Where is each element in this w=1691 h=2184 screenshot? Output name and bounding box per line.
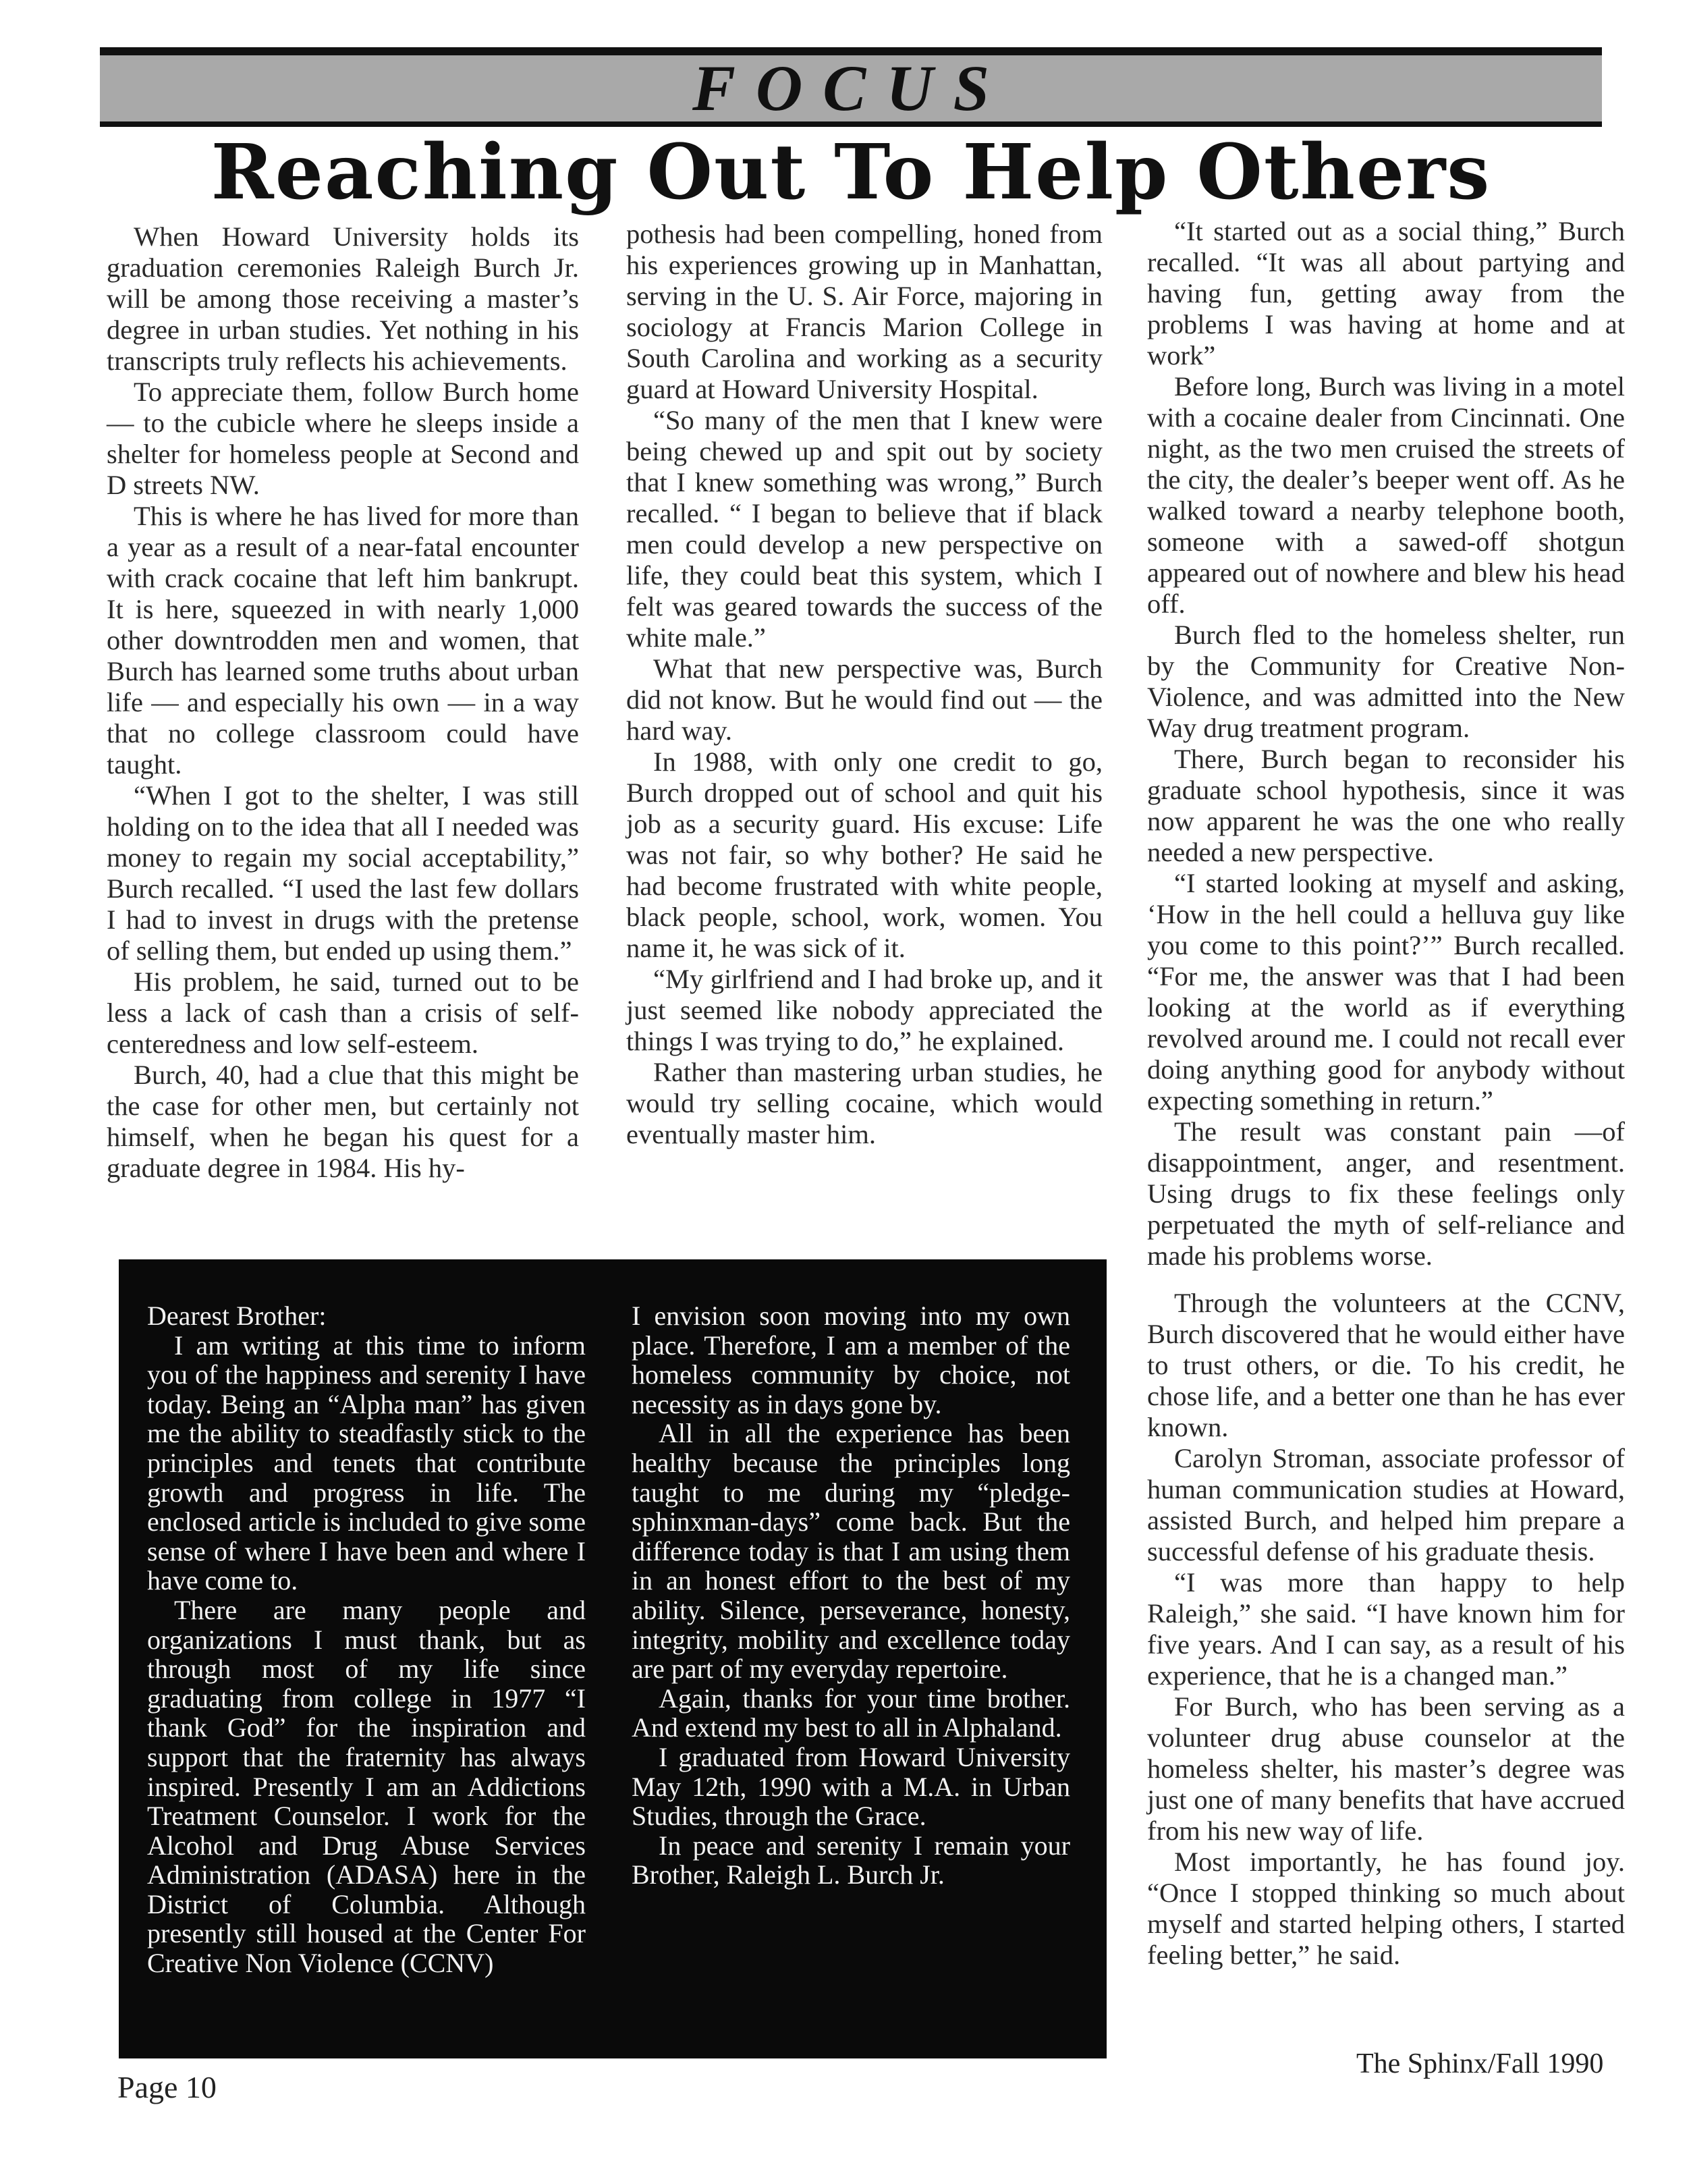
paragraph: His problem, he said, turned out to be less a lack of cash than a crisis of self-centeredness and low self-esteem. xyxy=(107,966,579,1059)
letter-box xyxy=(119,1259,1107,2058)
publication-credit: The Sphinx/Fall 1990 xyxy=(1356,2048,1604,2079)
paragraph: There, Burch began to reconsider his graduate school hypothesis, since it was now apparent he was the one who really needed a new perspective. xyxy=(1147,744,1625,867)
letter-paragraph: In peace and serenity I remain your Brother, Raleigh L. Burch Jr. xyxy=(632,1830,1070,1890)
letter-paragraph: All in all the experience has been healthy because the principles long taught to me during my “pledge-sphinxman-days” come back. But the difference today is that I am using them in an honest effort to the best of my ability. Silence, perseverance, honesty, integrity, mobility and excellence today are part of my everyday repertoire. xyxy=(632,1418,1070,1685)
letter-paragraph: I graduated from Howard University May 12th, 1990 with a M.A. in Urban Studies, through the Grace. xyxy=(632,1741,1070,1832)
paragraph: Burch, 40, had a clue that this might be the case for other men, but certainly not himself, when he began his quest for a graduate degree in 1984. His hy- xyxy=(107,1060,579,1183)
paragraph: Carolyn Stroman, associate professor of human communication studies at Howard, assisted Burch, and helped him prepare a successful defense of his graduate thesis. xyxy=(1147,1443,1625,1566)
paragraph: In 1988, with only one credit to go, Burch dropped out of school and quit his job as a security guard. His excuse: Life was not fair, so why bother? He said he had become frustrated with white people, black people, school, work, women. You name it, he was sick of it. xyxy=(626,746,1103,963)
section-title: FOCUS xyxy=(692,52,1010,124)
paragraph: Rather than mastering urban studies, he would try selling cocaine, which would eventually master him. xyxy=(626,1057,1103,1149)
letter-paragraph: I envision soon moving into my own place. Therefore, I am a member of the homeless community by choice, not necessity as in days gone by. xyxy=(632,1301,1070,1419)
paragraph: This is where he has lived for more than a year as a result of a near-fatal encounter with crack cocaine that left him bankrupt. It is here, squeezed in with nearly 1,000 other downtrodden men and women, that Burch has learned some truths about urban life — and especially his own — in a way that no college classroom could have taught. xyxy=(107,501,579,780)
paragraph: When Howard University holds its graduation ceremonies Raleigh Burch Jr. will be among those receiving a master’s degree in urban studies. Yet nothing in his transcripts truly reflects his achievements. xyxy=(107,221,579,376)
paragraph: The result was constant pain —of disappointment, anger, and resentment. Using drugs to fix these feelings only perpetuated the myth of self-reliance and made his problems worse. xyxy=(1147,1116,1625,1271)
paragraph: pothesis had been compelling, honed from his experiences growing up in Manhattan, serving in the U. S. Air Force, majoring in sociology at Francis Marion College in South Carolina and working as a security guard at Howard University Hospital. xyxy=(626,219,1103,404)
paragraph: “It started out as a social thing,” Burch recalled. “It was all about partying and having fun, getting away from the problems I was having at home and at work” xyxy=(1147,216,1625,371)
paragraph: Most importantly, he has found joy. “Once I stopped thinking so much about myself and started helping others, I started feeling better,” he said. xyxy=(1147,1847,1625,1970)
article-column-2 xyxy=(626,219,1103,1150)
paragraph: Burch fled to the homeless shelter, run by the Community for Creative Non-Violence, and was admitted into the New Way drug treatment program. xyxy=(1147,620,1625,743)
paragraph: “I was more than happy to help Raleigh,” she said. “I have known him for five years. And I can say, as a result of his experience, that he is a changed man.” xyxy=(1147,1567,1625,1691)
paragraph: To appreciate them, follow Burch home — to the cubicle where he sleeps inside a shelter for homeless people at Second and D streets NW. xyxy=(107,377,579,500)
article-headline: Reaching Out To Help Others xyxy=(211,128,1491,217)
letter-column-1 xyxy=(147,1301,586,1978)
letter-paragraph: Again, thanks for your time brother. And extend my best to all in Alphaland. xyxy=(632,1683,1070,1743)
paragraph: “When I got to the shelter, I was still holding on to the idea that all I needed was money to regain my social acceptability,” Burch recalled. “I used the last few dollars I had to invest in drugs with the pretense of selling them, but ended up using them.” xyxy=(107,780,579,966)
letter-salutation: Dearest Brother: xyxy=(147,1301,327,1331)
article-column-1 xyxy=(107,221,579,1184)
letter-paragraph: There are many people and organizations I must thank, but as through most of my life since graduating from college in 1977 “I thank God” for the inspiration and support that the fraternity has always inspired. Presently I am an Addictions Treatment Counselor. I work for the Alcohol and Drug Abuse Services Administration (ADASA) here in the District of Columbia. Although presently still housed at the Center For Creative Non Violence (CCNV) xyxy=(147,1594,586,1979)
paragraph: Through the volunteers at the CCNV, Burch discovered that he would either have to trust others, or die. To his credit, he chose life, and a better one than he has ever known. xyxy=(1147,1288,1625,1442)
article-column-3-continued xyxy=(1147,1288,1625,1971)
letter-paragraph: I am writing at this time to inform you of the happiness and serenity I have today. Being an “Alpha man” has given me the ability to steadfastly stick to the principles and tenets that contribute growth and progress in life. The enclosed article is included to give some sense of where I have been and where I have come to. xyxy=(147,1330,586,1596)
page-number: Page 10 xyxy=(117,2070,217,2104)
paragraph: “My girlfriend and I had broke up, and it just seemed like nobody appreciated the things I was trying to do,” he explained. xyxy=(626,964,1103,1056)
letter-column-2 xyxy=(632,1301,1070,1890)
paragraph: “So many of the men that I knew were being chewed up and spit out by society that I knew something was wrong,” Burch recalled. “ I began to believe that if black men could develop a new perspective on life, they could beat this system, which I felt was geared towards the success of the white male.” xyxy=(626,405,1103,653)
paragraph: “I started looking at myself and asking, ‘How in the hell could a helluva guy like you come to this point?’” Burch recalled. “For me, the answer was that I had been looking at the world as if everything revolved around me. I could not recall ever doing anything good for anybody without expecting something in return.” xyxy=(1147,868,1625,1116)
article-column-3 xyxy=(1147,216,1625,1272)
paragraph: Before long, Burch was living in a motel with a cocaine dealer from Cincinnati. One night, as the two men cruised the streets of the city, the dealer’s beeper went off. As he walked toward a nearby telephone booth, someone with a sawed-off shotgun appeared out of nowhere and blew his head off. xyxy=(1147,371,1625,619)
paragraph: For Burch, who has been serving as a volunteer drug abuse counselor at the homeless shelter, his master’s degree was just one of many benefits that have accrued from his new way of life. xyxy=(1147,1691,1625,1846)
paragraph: What that new perspective was, Burch did not know. But he would find out — the hard way. xyxy=(626,653,1103,746)
section-banner xyxy=(100,51,1602,127)
